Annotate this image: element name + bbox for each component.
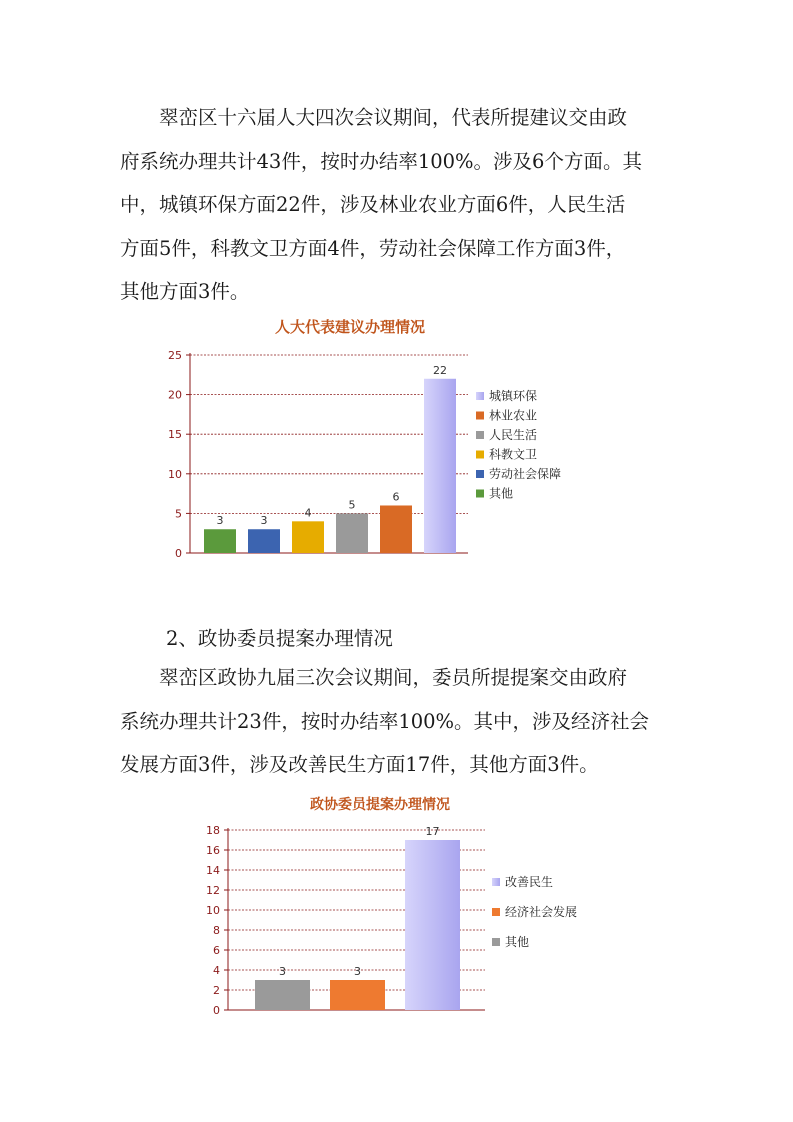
legend-swatch	[492, 938, 500, 946]
legend-swatch	[476, 490, 484, 498]
paragraph-line: 翠峦区政协九届三次会议期间，委员所提提案交由政府	[120, 666, 628, 689]
y-tick-label: 25	[168, 349, 182, 362]
legend-entry: 其他	[489, 486, 514, 501]
paragraph-npc-suggestions	[120, 96, 680, 314]
paragraph-line: 其他方面3件。	[120, 280, 250, 303]
legend-entry: 其他	[505, 935, 530, 949]
y-tick-label: 8	[213, 924, 220, 937]
y-tick-label: 2	[213, 984, 220, 997]
bar	[330, 980, 385, 1010]
paragraph-line: 中，城镇环保方面22件，涉及林业农业方面6件，人民生活	[120, 193, 626, 216]
legend-swatch	[492, 908, 500, 916]
y-tick-label: 10	[168, 467, 182, 481]
legend-entry: 人民生活	[489, 428, 538, 442]
y-tick-label: 6	[213, 944, 220, 957]
paragraph-line: 系统办理共计23件，按时办结率100%。其中，涉及经济社会	[120, 709, 650, 733]
y-tick-label: 20	[168, 388, 182, 402]
bar-data-label: 3	[279, 965, 286, 978]
y-tick-label: 15	[168, 428, 182, 442]
bar-data-label: 22	[433, 363, 447, 377]
paragraph-line: 翠峦区十六届人大四次会议期间，代表所提建议交由政	[120, 106, 628, 129]
section-heading-cppcc: 2、政协委员提案办理情况	[166, 627, 393, 650]
bar-data-label: 3	[354, 965, 361, 978]
paragraph-line: 发展方面3件，涉及改善民生方面17件，其他方面3件。	[120, 753, 599, 776]
cppcc-proposals-chart	[180, 790, 600, 1030]
legend-entry: 城镇环保	[489, 389, 538, 403]
bar-data-label: 3	[216, 514, 224, 528]
y-tick-label: 4	[213, 964, 220, 977]
chart-title: 人大代表建议办理情况	[274, 318, 426, 336]
y-tick-label: 16	[206, 844, 220, 857]
bar-data-label: 5	[348, 498, 356, 512]
paragraph-line: 方面5件，科教文卫方面4件，劳动社会保障工作方面3件，	[120, 236, 626, 260]
bar	[248, 529, 280, 553]
chart-title: 政协委员提案办理情况	[310, 797, 450, 813]
legend-swatch	[492, 878, 500, 886]
bar-data-label: 3	[260, 514, 268, 528]
legend-entry: 科教文卫	[489, 447, 538, 462]
bar	[405, 840, 460, 1010]
y-tick-label: 5	[175, 507, 182, 521]
legend-swatch	[476, 451, 484, 459]
legend-entry: 改善民生	[505, 875, 554, 889]
y-tick-label: 10	[206, 904, 220, 917]
legend-swatch	[476, 431, 484, 439]
legend-swatch	[476, 470, 484, 478]
legend-swatch	[476, 392, 484, 400]
bar	[380, 505, 412, 553]
paragraph-line: 府系统办理共计43件，按时办结率100%。涉及6个方面。其	[120, 149, 642, 173]
y-tick-label: 18	[206, 824, 220, 837]
legend-swatch	[476, 412, 484, 420]
bar-data-label: 17	[425, 825, 440, 838]
paragraph-cppcc-proposals	[120, 656, 680, 787]
bar	[424, 379, 456, 553]
y-tick-label: 0	[175, 547, 182, 560]
legend-entry: 经济社会发展	[505, 905, 578, 919]
bar-data-label: 6	[392, 490, 400, 504]
legend-entry: 劳动社会保障	[489, 467, 562, 481]
y-tick-label: 0	[213, 1004, 220, 1017]
bar-data-label: 4	[304, 506, 312, 520]
y-tick-label: 14	[206, 864, 220, 877]
bar	[292, 521, 324, 553]
bar	[204, 529, 236, 553]
legend-entry: 林业农业	[489, 408, 538, 423]
bar	[336, 513, 368, 553]
npc-suggestions-chart	[150, 312, 590, 572]
bar	[255, 980, 310, 1010]
y-tick-label: 12	[206, 884, 220, 897]
